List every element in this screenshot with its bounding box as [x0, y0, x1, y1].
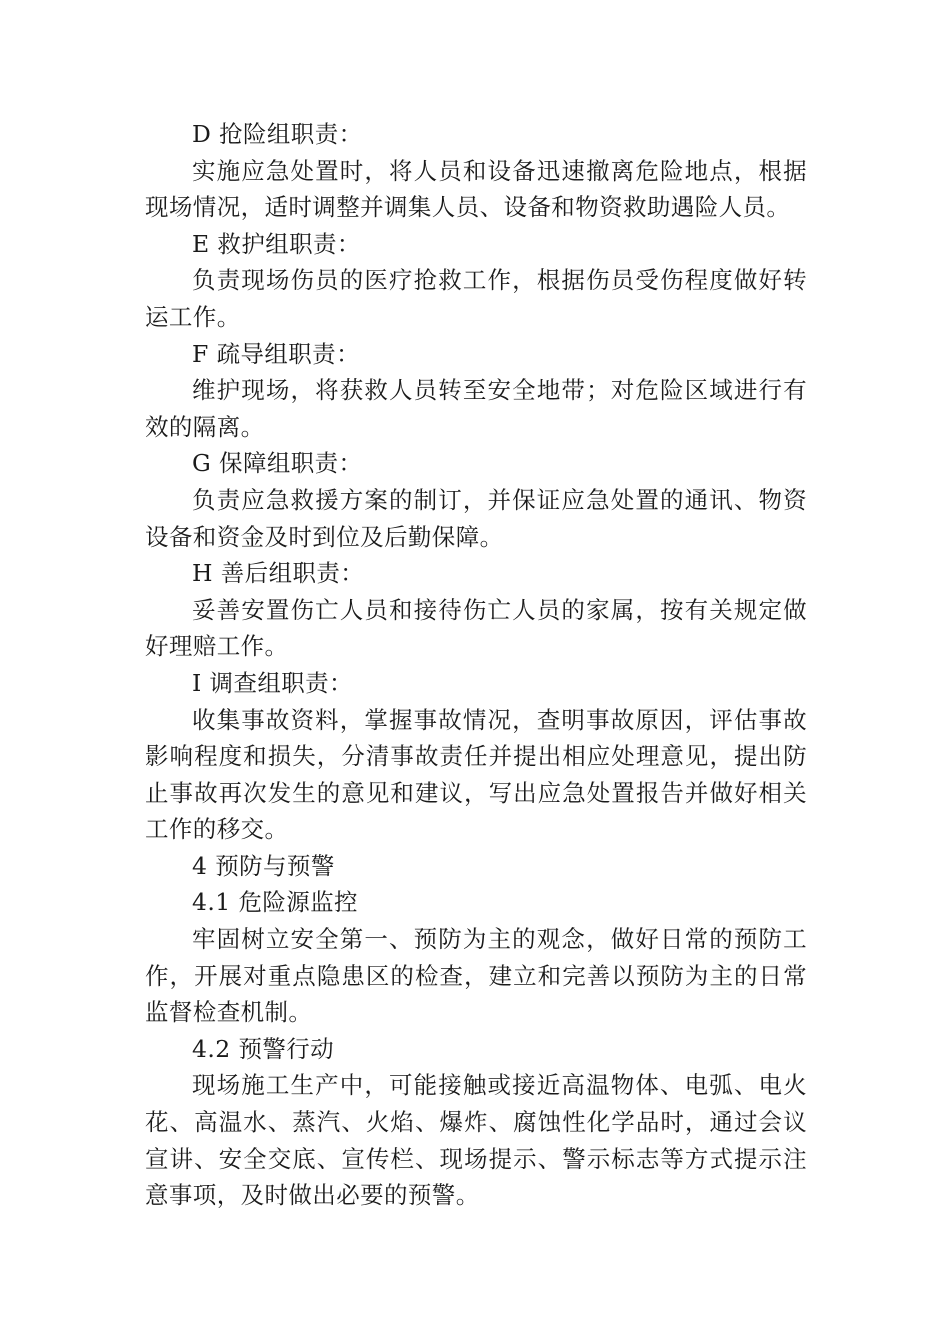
paragraph-support-team-duties: 负责应急救援方案的制订，并保证应急处置的通讯、物资设备和资金及时到位及后勤保障。	[145, 485, 807, 551]
heading-rescue-team: D 抢险组职责：	[192, 120, 363, 148]
heading-evacuation-team: F 疏导组职责：	[192, 339, 360, 368]
heading-support-team: G 保障组职责：	[192, 449, 363, 478]
subsection-heading-hazard-monitoring: 4.1 危险源监控	[192, 888, 358, 917]
paragraph-hazard-monitoring: 牢固树立安全第一、预防为主的观念，做好日常的预防工作，开展对重点隐患区的检查，建立和完善以预防为主的日常监督检查机制。	[145, 925, 807, 1027]
subsection-heading-warning-action: 4.2 预警行动	[192, 1034, 335, 1063]
heading-investigation-team: I 调查组职责：	[192, 668, 353, 697]
paragraph-warning-action: 现场施工生产中，可能接触或接近高温物体、电弧、电火花、高温水、蒸汽、火焰、爆炸、腐蚀性化学品时，通过会议宣讲、安全交底、宣传栏、现场提示、警示标志等方式提示注意事项，及时做出必要的预警。	[145, 1071, 807, 1210]
heading-medical-team: E 救护组职责：	[192, 229, 361, 258]
paragraph-rescue-team-duties: 实施应急处置时，将人员和设备迅速撤离危险地点，根据现场情况，适时调整并调集人员、设备和物资救助遇险人员。	[145, 156, 807, 222]
paragraph-evacuation-team-duties: 维护现场，将获救人员转至安全地带；对危险区域进行有效的隔离。	[145, 376, 807, 441]
paragraph-investigation-team-duties: 收集事故资料，掌握事故情况，查明事故原因，评估事故影响程度和损失，分清事故责任并提出相应处理意见，提出防止事故再次发生的意见和建议，写出应急处置报告并做好相关工作的移交。	[145, 705, 807, 844]
document-page	[145, 116, 807, 1214]
heading-aftermath-team: H 善后组职责：	[192, 559, 365, 588]
paragraph-medical-team-duties: 负责现场伤员的医疗抢救工作，根据伤员受伤程度做好转运工作。	[145, 266, 807, 331]
paragraph-aftermath-team-duties: 妥善安置伤亡人员和接待伤亡人员的家属，按有关规定做好理赔工作。	[145, 595, 807, 661]
section-heading-prevention-warning: 4 预防与预警	[192, 851, 335, 880]
